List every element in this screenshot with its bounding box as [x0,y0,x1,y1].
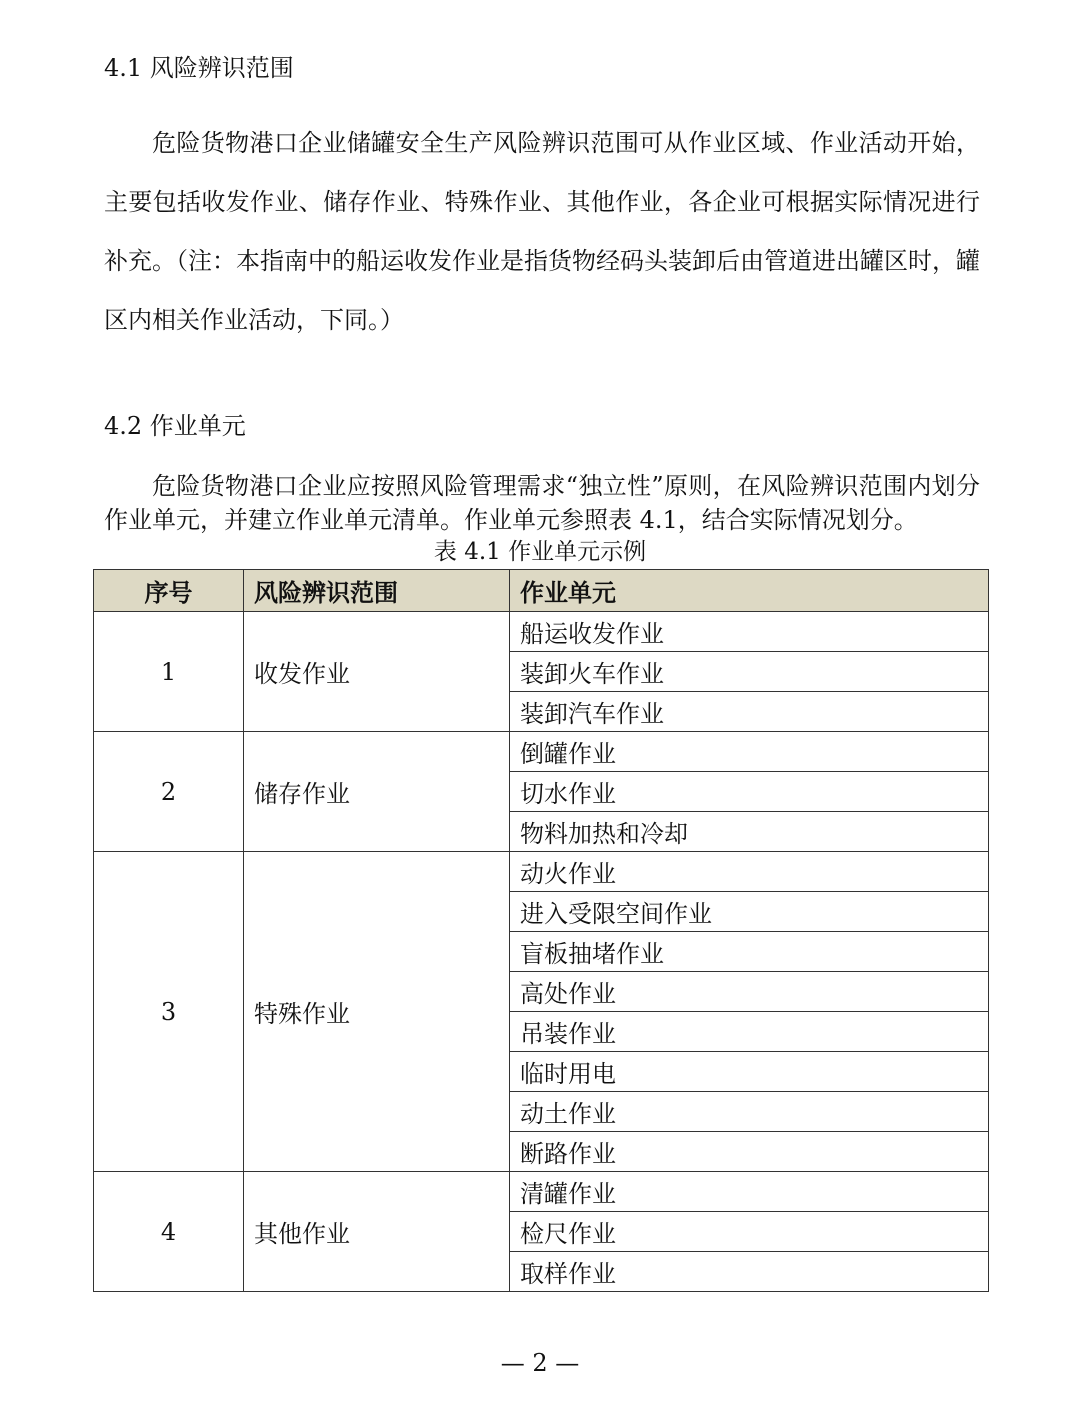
table-row [94,852,989,892]
work-unit-cell: 动火作业 [510,852,989,892]
work-unit-cell: 临时用电 [510,1052,989,1092]
serial-number-cell: 2 [94,732,244,852]
work-unit-cell: 切水作业 [510,772,989,812]
header-serial-number: 序号 [94,570,244,612]
work-unit-cell: 进入受限空间作业 [510,892,989,932]
header-risk-scope: 风险辨识范围 [244,570,510,612]
work-unit-cell: 清罐作业 [510,1172,989,1212]
section-4-2-paragraph: 危险货物港口企业应按照风险管理需求“独立性”原则，在风险辨识范围内划分作业单元，并建立作业单元清单。作业单元参照表 4.1，结合实际情况划分。 [104,472,980,534]
work-unit-cell: 动土作业 [510,1092,989,1132]
work-unit-cell: 吊装作业 [510,1012,989,1052]
work-unit-cell: 物料加热和冷却 [510,812,989,852]
section-4-1-paragraph: 危险货物港口企业储罐安全生产风险辨识范围可从作业区域、作业活动开始，主要包括收发作业、储存作业、特殊作业、其他作业，各企业可根据实际情况进行补充。（注：本指南中的船运收发作业是指货物经码头装卸后由管道进出罐区时，罐区内相关作业活动，下同。） [104,129,980,334]
risk-scope-cell: 特殊作业 [244,852,510,1172]
header-work-unit: 作业单元 [510,570,989,612]
table-row [94,1172,989,1212]
work-unit-cell: 断路作业 [510,1132,989,1172]
work-unit-table [93,569,989,1292]
work-unit-cell: 取样作业 [510,1252,989,1292]
work-unit-cell: 装卸火车作业 [510,652,989,692]
table-row [94,612,989,652]
work-unit-cell: 倒罐作业 [510,732,989,772]
work-unit-cell: 高处作业 [510,972,989,1012]
table-caption: 表 4.1 作业单元示例 [433,539,647,565]
work-unit-cell: 船运收发作业 [510,612,989,652]
work-unit-cell: 装卸汽车作业 [510,692,989,732]
work-unit-cell: 检尺作业 [510,1212,989,1252]
serial-number-cell: 1 [94,612,244,732]
serial-number-cell: 3 [94,852,244,1172]
table-row [94,732,989,772]
section-4-2-heading: 4.2 作业单元 [104,412,246,440]
risk-scope-cell: 其他作业 [244,1172,510,1292]
table-body [94,612,989,1292]
risk-scope-cell: 储存作业 [244,732,510,852]
work-unit-cell: 盲板抽堵作业 [510,932,989,972]
page-number: — 2 — [500,1349,580,1377]
table-header-row [94,570,989,612]
section-4-1-heading: 4.1 风险辨识范围 [104,54,294,82]
risk-scope-cell: 收发作业 [244,612,510,732]
serial-number-cell: 4 [94,1172,244,1292]
